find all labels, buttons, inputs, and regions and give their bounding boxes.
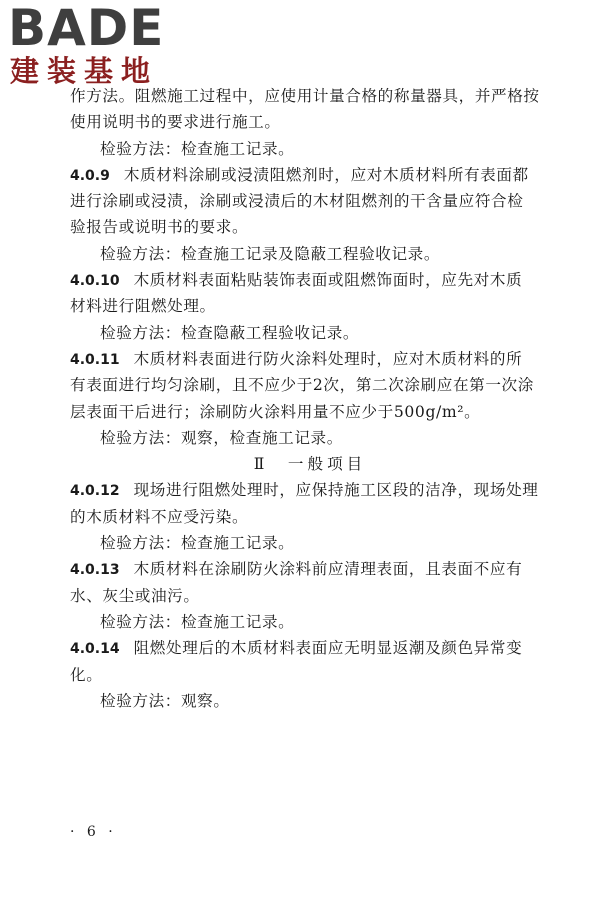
text-line bbox=[70, 504, 550, 530]
text-line bbox=[70, 688, 550, 714]
line-text: 检验方法：检查施工记录。 bbox=[100, 612, 295, 631]
text-line bbox=[70, 609, 550, 635]
text-line bbox=[70, 188, 550, 214]
line-text: 检验方法：检查施工记录。 bbox=[100, 139, 295, 158]
line-text: 的木质材料不应受污染。 bbox=[70, 507, 249, 526]
text-line bbox=[70, 530, 550, 556]
line-text: 检验方法：检查隐蔽工程验收记录。 bbox=[100, 323, 360, 342]
clause-number: 4.0.9 bbox=[70, 167, 110, 184]
line-text: 作方法。阻燃施工过程中，应使用计量合格的称量器具，并严格按 bbox=[70, 87, 540, 105]
line-text: 木质材料涂刷或浸渍阻燃剂时，应对木质材料所有表面都 bbox=[123, 165, 529, 184]
logo-wordmark: BADE bbox=[8, 0, 165, 57]
line-text: 验报告或说明书的要求。 bbox=[70, 218, 249, 237]
text-line bbox=[70, 293, 550, 319]
line-text: 使用说明书的要求进行施工。 bbox=[70, 113, 281, 132]
clause-number: 4.0.14 bbox=[70, 641, 120, 658]
page-number: · 6 · bbox=[70, 824, 117, 840]
line-text: 水、灰尘或油污。 bbox=[70, 586, 200, 605]
section-heading bbox=[70, 451, 550, 477]
line-text: 进行涂刷或浸渍，涂刷或浸渍后的木材阻燃剂的干含量应符合检 bbox=[70, 192, 524, 211]
line-text: 阻燃处理后的木质材料表面应无明显返潮及颜色异常变 bbox=[133, 639, 523, 658]
clause-line bbox=[70, 267, 550, 293]
line-text: 检验方法：观察，检查施工记录。 bbox=[100, 428, 343, 447]
clause-line bbox=[70, 556, 550, 582]
clause-line bbox=[70, 162, 550, 188]
line-text: 木质材料表面进行防火涂料处理时，应对木质材料的所 bbox=[133, 349, 523, 368]
line-text: 检验方法：检查施工记录及隐蔽工程验收记录。 bbox=[100, 244, 441, 263]
line-text: 检验方法：观察。 bbox=[100, 691, 230, 710]
document-body bbox=[70, 83, 550, 714]
text-line bbox=[70, 425, 550, 451]
clause-number: 4.0.13 bbox=[70, 562, 120, 579]
clause-number: 4.0.10 bbox=[70, 273, 120, 290]
clause-line bbox=[70, 346, 550, 372]
bade-logo bbox=[8, 0, 178, 92]
text-line bbox=[70, 136, 550, 162]
line-text: 木质材料表面粘贴装饰表面或阻燃饰面时，应先对木质 bbox=[133, 271, 523, 290]
line-text: 材料进行阻燃处理。 bbox=[70, 297, 216, 316]
text-line bbox=[70, 583, 550, 609]
logo-subtitle: 建装基地 bbox=[10, 54, 159, 88]
text-line bbox=[70, 399, 550, 425]
clause-line bbox=[70, 635, 550, 661]
text-line bbox=[70, 109, 550, 135]
line-text: 化。 bbox=[70, 665, 103, 684]
line-text: 现场进行阻燃处理时，应保持施工区段的洁净，现场处理 bbox=[133, 481, 539, 500]
clause-number: 4.0.11 bbox=[70, 351, 120, 368]
text-line bbox=[70, 320, 550, 346]
text-line bbox=[70, 83, 550, 109]
line-text: 木质材料在涂刷防火涂料前应清理表面，且表面不应有 bbox=[133, 560, 523, 579]
text-line bbox=[70, 241, 550, 267]
line-text: Ⅱ 一般项目 bbox=[253, 455, 367, 474]
clause-number: 4.0.12 bbox=[70, 483, 120, 500]
text-line bbox=[70, 214, 550, 240]
clause-line bbox=[70, 477, 550, 503]
text-line bbox=[70, 662, 550, 688]
line-text: 有表面进行均匀涂刷，且不应少于2次，第二次涂刷应在第一次涂 bbox=[70, 376, 534, 395]
line-text: 层表面干后进行；涂刷防火涂料用量不应少于500g/m²。 bbox=[70, 402, 481, 421]
text-line bbox=[70, 372, 550, 398]
line-text: 检验方法：检查施工记录。 bbox=[100, 534, 295, 553]
